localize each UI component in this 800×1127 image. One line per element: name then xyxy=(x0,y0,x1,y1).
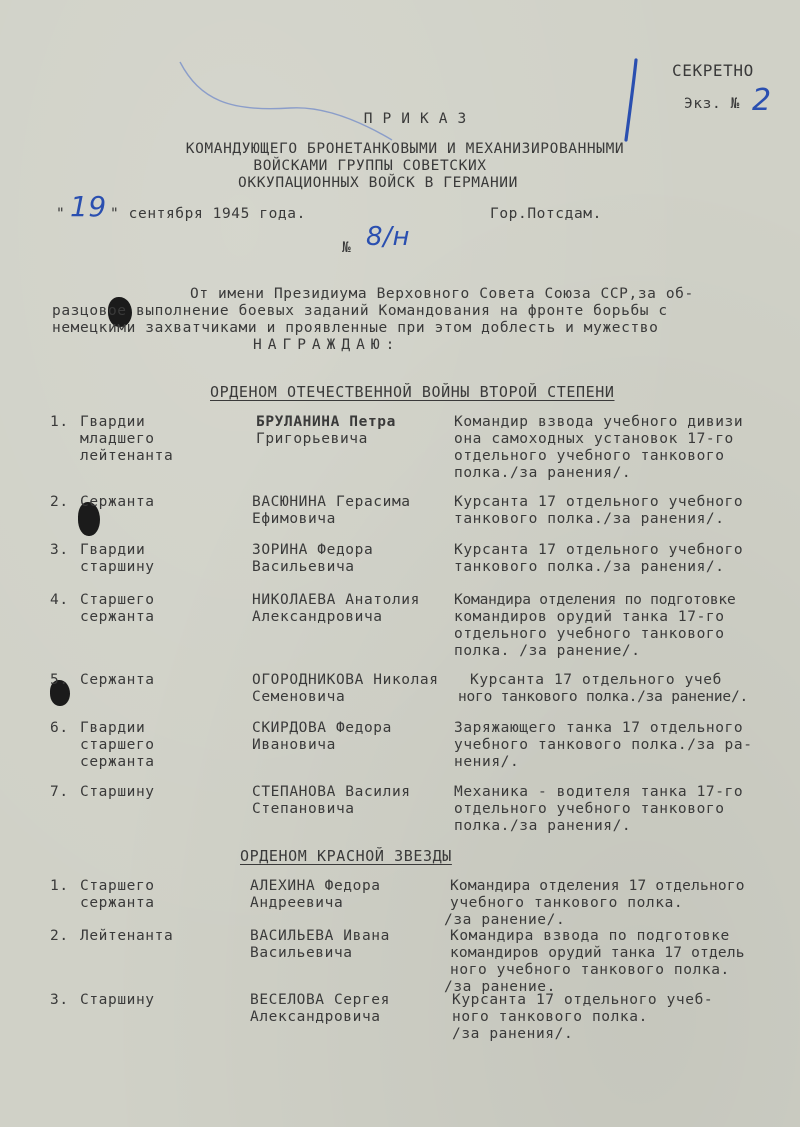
entry-description: Командир взвода учебного дивизи она самоходных установок 17-го отдельного учебного танкового полка./за ранения/. xyxy=(454,414,744,481)
entry-rank: Старшего сержанта xyxy=(80,878,155,911)
entry-description: Курсанта 17 отдельного учебного танкового полка./за ранения/. xyxy=(454,494,744,527)
award-verb: НАГРАЖДАЮ: xyxy=(253,337,401,353)
entry-name: ОГОРОДНИКОВА Николая Семеновича xyxy=(252,672,439,705)
secret-label: СЕКРЕТНО xyxy=(672,61,754,80)
entry-number: 1. xyxy=(50,878,69,894)
date-day: 19 xyxy=(70,190,107,223)
entry-rank: Старшего сержанта xyxy=(80,592,155,625)
entry-description: Командира отделения 17 отдельного учебного танкового полка. /за ранение/. xyxy=(444,878,745,928)
entry-name: СТЕПАНОВА Василия Степановича xyxy=(252,784,411,817)
entry-description: Механика - водителя танка 17-го отдельного учебного танкового полка./за ранения/. xyxy=(454,784,744,834)
entry-rank: Старшину xyxy=(80,784,155,800)
entry-name: БРУЛАНИНА Петра Григорьевича xyxy=(256,414,396,447)
entry-number: 2. xyxy=(50,928,69,944)
order-subtitle-2: ВОЙСКАМИ ГРУППЫ СОВЕТСКИХ xyxy=(253,158,487,174)
entry-name: ВЕСЕЛОВА Сергея Александровича xyxy=(250,992,390,1025)
date-open-quote: " xyxy=(56,206,66,222)
entry-number: 2. xyxy=(50,494,69,510)
copy-label: Экз. № xyxy=(684,96,740,112)
entry-name: СКИРДОВА Федора Ивановича xyxy=(252,720,392,753)
preamble-line-2: разцовое выполнение боевых заданий Командования на фронте борьбы с xyxy=(52,303,668,319)
section-heading-2: ОРДЕНОМ КРАСНОЙ ЗВЕЗДЫ xyxy=(240,847,452,865)
entry-rank: Сержанта xyxy=(80,672,155,688)
order-subtitle-3: ОККУПАЦИОННЫХ ВОЙСК В ГЕРМАНИИ xyxy=(238,175,518,191)
entry-name: АЛЕХИНА Федора Андреевича xyxy=(250,878,381,911)
copy-number: 2 xyxy=(752,83,772,118)
entry-description: Курсанта 17 отдельного учебного танкового полка./за ранения/. xyxy=(454,542,744,575)
preamble-line-1: От имени Президиума Верховного Совета Союза ССР,за об- xyxy=(190,286,694,302)
entry-rank: Старшину xyxy=(80,992,155,1008)
entry-rank: Лейтенанта xyxy=(80,928,174,944)
entry-name: ВАСИЛЬЕВА Ивана Васильевича xyxy=(250,928,390,961)
place: Гор.Потсдам. xyxy=(490,206,602,222)
entry-rank: Гвардии старшего сержанта xyxy=(80,720,155,770)
entry-rank: Гвардии старшину xyxy=(80,542,155,575)
entry-name: ЗОРИНА Федора Васильевича xyxy=(252,542,374,575)
entry-number: 3. xyxy=(50,542,69,558)
entry-number: 3. xyxy=(50,992,69,1008)
entry-number: 7. xyxy=(50,784,69,800)
entry-rank: Гвардии младшего лейтенанта xyxy=(80,414,174,464)
entry-number: 1. xyxy=(50,414,69,430)
entry-description: Заряжающего танка 17 отдельного учебного танкового полка./за ра- нения/. xyxy=(454,720,753,770)
order-subtitle-1: КОМАНДУЮЩЕГО БРОНЕТАНКОВЫМИ И МЕХАНИЗИРОВАННЫМИ xyxy=(185,141,625,157)
entry-name: ВАСЮНИНА Герасима Ефимовича xyxy=(252,494,411,527)
entry-description: Курсанта 17 отдельного учеб- ного танкового полка. /за ранения/. xyxy=(452,992,714,1042)
entry-description: Командира взвода по подготовке командиров орудий танка 17 отдель ного учебного танкового полка. /за ранение. xyxy=(444,928,745,995)
entry-description: Курсанта 17 отдельного учеб ного танкового полка./за ранение/. xyxy=(458,672,749,705)
entry-number: 6. xyxy=(50,720,69,736)
preamble-line-3: немецкими захватчиками и проявленные при этом доблесть и мужество xyxy=(52,320,659,336)
entry-description: Командира отделения по подготовке командиров орудий танка 17-го отдельного учебного танкового полка. /за ранение/. xyxy=(454,592,736,659)
entry-name: НИКОЛАЕВА Анатолия Александровича xyxy=(252,592,420,625)
date-rest: " сентября 1945 года. xyxy=(110,206,306,222)
entry-number: 5. xyxy=(50,672,69,688)
order-number-sign: № xyxy=(342,240,352,256)
order-number: 8/н xyxy=(366,222,411,252)
entry-rank: Сержанта xyxy=(80,494,155,510)
entry-number: 4. xyxy=(50,592,69,608)
order-title: ПРИКАЗ xyxy=(363,111,477,127)
section-heading-1: ОРДЕНОМ ОТЕЧЕСТВЕННОЙ ВОЙНЫ ВТОРОЙ СТЕПЕНИ xyxy=(210,383,615,401)
